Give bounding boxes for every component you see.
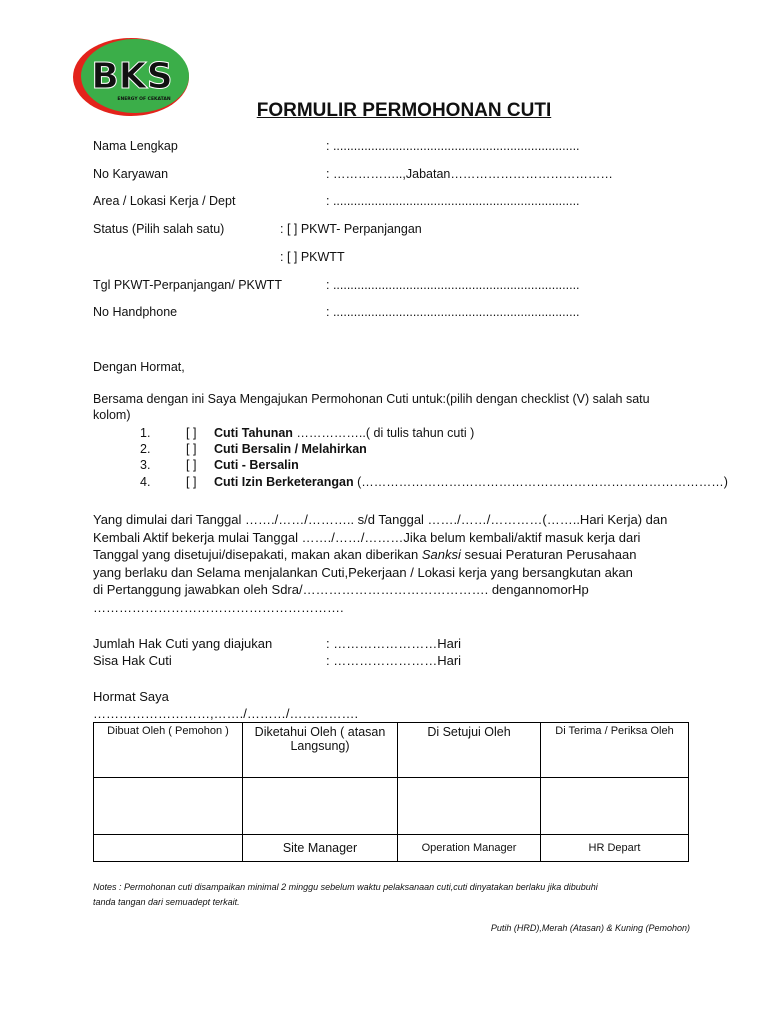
signature-role-row — [94, 835, 689, 862]
body-line-5-c: Hp — [572, 582, 589, 597]
signature-header-row — [94, 723, 689, 778]
header-diketahui-oleh: Diketahui Oleh ( atasan Langsung) — [243, 723, 398, 778]
field-value-area: : ....................................................................... — [326, 194, 580, 208]
body-line-2: Kembali Aktif bekerja mulai Tanggal ……./……/………Jika belum kembali/aktif masuk kerja dari — [93, 529, 641, 545]
body-line-4: yang berlaku dan Selama menjalankan Cuti,Pekerjaan / Lokasi kerja yang bersangkutan akan — [93, 564, 633, 580]
status-label: Status (Pilih salah satu) — [93, 222, 225, 236]
field-value-tgl-pkwt: : ....................................................................... — [326, 278, 580, 292]
form-title: FORMULIR PERMOHONAN CUTI — [256, 100, 552, 121]
body-line-3 — [93, 546, 673, 564]
body-paragraph — [93, 511, 673, 616]
body-line-5 — [93, 581, 673, 599]
leave-num-4: 4. — [140, 475, 151, 489]
leave-label-2: Cuti Bersalin / Melahirkan — [214, 442, 367, 456]
leave-item-2 — [214, 442, 367, 456]
body-line-1: Yang dimulai dari Tanggal ……./……/……….. s/d Tanggal ……./……/…………(……..Hari Kerja) dan — [93, 512, 668, 527]
leave-checkbox-3[interactable]: [ ] — [186, 458, 197, 472]
notes-line-2: tanda tangan dari semuadept terkait. — [93, 897, 240, 907]
closing-date-line: ………………………,……./………/……………. — [93, 706, 359, 721]
field-value-no-karyawan: : ……………..,Jabatan………………………………… — [326, 167, 613, 181]
leave-num-1: 1. — [140, 426, 151, 440]
field-label-area: Area / Lokasi Kerja / Dept — [93, 194, 236, 208]
notes-line-1: Notes : Permohonan cuti disampaikan minimal 2 minggu sebelum waktu pelaksanaan cuti,cuti dinyatakan berlaku jika dibubuhi — [93, 882, 598, 892]
signature-space-row — [94, 778, 689, 835]
leave-label-1: Cuti Tahunan — [214, 426, 293, 440]
role-site-manager: Site Manager — [243, 835, 398, 862]
field-value-nama: : ....................................................................... — [326, 139, 580, 153]
quota-label-sisa: Sisa Hak Cuti — [93, 653, 172, 668]
quota-label-jumlah: Jumlah Hak Cuti yang diajukan — [93, 636, 273, 651]
role-operation-manager: Operation Manager — [398, 835, 541, 862]
leave-item-4 — [214, 475, 728, 489]
signature-space-hr[interactable] — [541, 778, 689, 835]
role-pemohon — [94, 835, 243, 862]
field-value-handphone: : ....................................................................... — [326, 305, 580, 319]
intro-line-2: kolom) — [93, 408, 131, 422]
status-option-pkwt: : [ ] PKWT- Perpanjangan — [280, 222, 422, 236]
quota-value-sisa: : ……………………Hari — [326, 653, 462, 668]
logo-text: BKS — [91, 56, 173, 97]
leave-label-3: Cuti - Bersalin — [214, 458, 299, 472]
body-line-3-post: sesuai Peraturan Perusahaan — [460, 547, 637, 562]
header-dibuat-oleh: Dibuat Oleh ( Pemohon ) — [94, 723, 243, 778]
quota-value-jumlah: : ……………………Hari — [326, 636, 462, 651]
field-label-tgl-pkwt: Tgl PKWT-Perpanjangan/ PKWTT — [93, 278, 282, 292]
header-disetujui-oleh: Di Setujui Oleh — [398, 723, 541, 778]
leave-item-3 — [214, 458, 299, 472]
body-line-5-b: nomor — [535, 582, 573, 597]
logo-tagline: ENERGY OF CEKATAN — [117, 97, 171, 102]
leave-extra-1: ……………..( di tulis tahun cuti ) — [292, 426, 475, 440]
signature-table — [93, 722, 689, 862]
leave-checkbox-2[interactable]: [ ] — [186, 442, 197, 456]
leave-label-4: Cuti Izin Berketerangan — [214, 475, 354, 489]
header-diterima-oleh: Di Terima / Periksa Oleh — [541, 723, 689, 778]
signature-space-atasan[interactable] — [243, 778, 398, 835]
leave-item-1 — [214, 426, 474, 440]
role-hr-depart: HR Depart — [541, 835, 689, 862]
body-line-6: …………………………………………………. — [93, 599, 344, 615]
body-line-3-pre: Tanggal yang disetujui/disepakati, makan akan diberikan — [93, 547, 422, 562]
body-line-5-a: di Pertanggung jawabkan oleh Sdra/……………………………………. dengan — [93, 582, 536, 597]
closing-label: Hormat Saya — [93, 689, 169, 704]
sanksi-text: Sanksi — [421, 547, 461, 562]
leave-num-3: 3. — [140, 458, 151, 472]
greeting: Dengan Hormat, — [93, 360, 185, 374]
leave-extra-4: (……………………………………………………………………………) — [353, 475, 728, 489]
signature-space-disetujui[interactable] — [398, 778, 541, 835]
field-label-handphone: No Handphone — [93, 305, 178, 319]
status-option-pkwtt: : [ ] PKWTT — [280, 250, 345, 264]
intro-line-1: Bersama dengan ini Saya Mengajukan Permohonan Cuti untuk:(pilih dengan checklist (V) salah satu — [93, 392, 650, 406]
leave-num-2: 2. — [140, 442, 151, 456]
notes — [93, 880, 693, 910]
signature-space-pemohon[interactable] — [94, 778, 243, 835]
field-label-nama: Nama Lengkap — [93, 139, 178, 153]
field-label-no-karyawan: No Karyawan — [93, 167, 169, 181]
leave-checkbox-4[interactable]: [ ] — [186, 475, 197, 489]
leave-checkbox-1[interactable]: [ ] — [186, 426, 197, 440]
copy-distribution-footer: Putih (HRD),Merah (Atasan) & Kuning (Pemohon) — [490, 923, 690, 933]
